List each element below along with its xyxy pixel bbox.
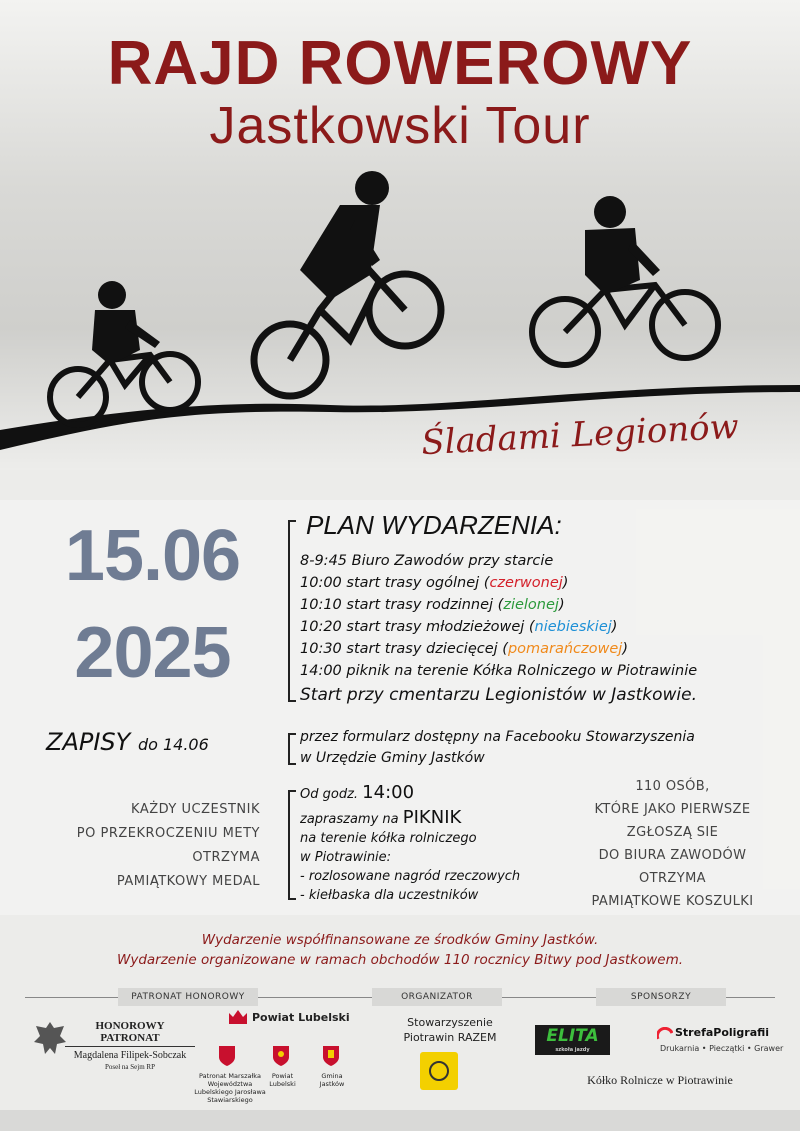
picnic-bracket xyxy=(288,790,296,900)
plan-item: 10:30 start trasy dziecięcej (pomarańczowej) xyxy=(300,641,628,657)
cyclist-right-body xyxy=(585,196,660,295)
strefa-tagline: Drukarnia • Pieczątki • Grawer xyxy=(660,1044,784,1053)
county-shield-icon xyxy=(272,1045,290,1067)
patron2-text: Powiat Lubelski xyxy=(269,1072,296,1088)
patronage-label: PATRONAT HONOROWY xyxy=(118,988,258,1006)
registration-deadline: do 14.06 xyxy=(137,735,209,754)
crown-icon xyxy=(228,1008,248,1026)
plan-bracket xyxy=(288,520,296,702)
sponsors-label: SPONSORZY xyxy=(596,988,726,1006)
powiat-lubelski-text: Powiat Lubelski xyxy=(252,1011,350,1024)
elita-logo: ELITA szkoła jazdy xyxy=(535,1025,610,1055)
bottom-band xyxy=(0,1110,800,1131)
patron3-text: Gmina Jastków xyxy=(319,1072,345,1088)
plan-item: 8-9:45 Biuro Zawodów przy starcie xyxy=(300,553,554,569)
patron1-text: Patronat Marszałka Województwa Lubelskiego Jarosława Stawiarskiego xyxy=(194,1072,266,1104)
organizer-label: ORGANIZATOR xyxy=(372,988,502,1006)
voivodeship-shield-icon xyxy=(218,1045,236,1067)
strefa-logo-icon xyxy=(657,1027,673,1041)
commune-shield-icon xyxy=(322,1045,340,1067)
event-date: 15.06 xyxy=(64,516,241,596)
plan-title: PLAN WYDARZENIA: xyxy=(306,510,562,540)
cofinancing-note: Wydarzenie współfinansowane ze środków Gminy Jastków. Wydarzenie organizowane w ramach obchodów 110 rocznicy Bitwy pod Jastkowem. xyxy=(116,932,684,968)
picnic-info: Od godz. 14:00 zapraszamy na PIKNIK na terenie kółka rolniczego w Piotrawinie: - rozlosowane nagród rzeczowych - kiełbaska dla uczestników xyxy=(300,782,521,903)
plan-item: 14:00 piknik na terenie Kółka Rolniczego w Piotrawinie xyxy=(300,663,698,679)
plan-item: 10:10 start trasy rodzinnej (zielonej) xyxy=(300,597,565,613)
strefa-name: StrefaPoligrafii xyxy=(675,1026,770,1039)
organizer-logo-icon xyxy=(420,1052,458,1090)
title-line1: RAJD ROWEROWY xyxy=(107,29,693,98)
eagle-emblem-icon xyxy=(33,1020,67,1058)
organizer-name: Stowarzyszenie Piotrawin RAZEM xyxy=(403,1016,497,1044)
shirts-text: 110 OSÓB, KTÓRE JAKO PIERWSZE ZGŁOSZĄ SIE DO BIURA ZAWODÓW OTRZYMA PAMIĄTKOWE KOSZULKI xyxy=(591,779,754,909)
title-line2: Jastkowski Tour xyxy=(209,97,591,155)
plan-item: 10:20 start trasy młodzieżowej (niebieskiej) xyxy=(300,619,618,635)
cyclists-illustration xyxy=(0,160,800,450)
cyclist-right xyxy=(532,285,718,365)
subtitle: Śladami Legionów xyxy=(420,406,740,464)
honorary-patron: HONOROWY PATRONAT Magdalena Filipek-Sobczak Poseł na Sejm RP xyxy=(65,1020,195,1071)
plan-list xyxy=(300,550,697,706)
registration-bracket xyxy=(288,733,296,765)
event-year: 2025 xyxy=(74,613,231,693)
registration-label: ZAPISY do 14.06 xyxy=(46,728,209,756)
kolko-rolnicze: Kółko Rolnicze w Piotrawinie xyxy=(587,1073,733,1087)
start-place: Start przy cmentarzu Legionistów w Jastkowie. xyxy=(300,685,697,705)
registration-methods: przez formularz dostępny na Facebooku Stowarzyszenia w Urzędzie Gminy Jastków xyxy=(300,729,695,766)
medal-text: KAŻDY UCZESTNIK PO PRZEKROCZENIU METY OTRZYMA PAMIĄTKOWY MEDAL xyxy=(76,802,260,889)
plan-item: 10:00 start trasy ogólnej (czerwonej) xyxy=(300,575,569,591)
